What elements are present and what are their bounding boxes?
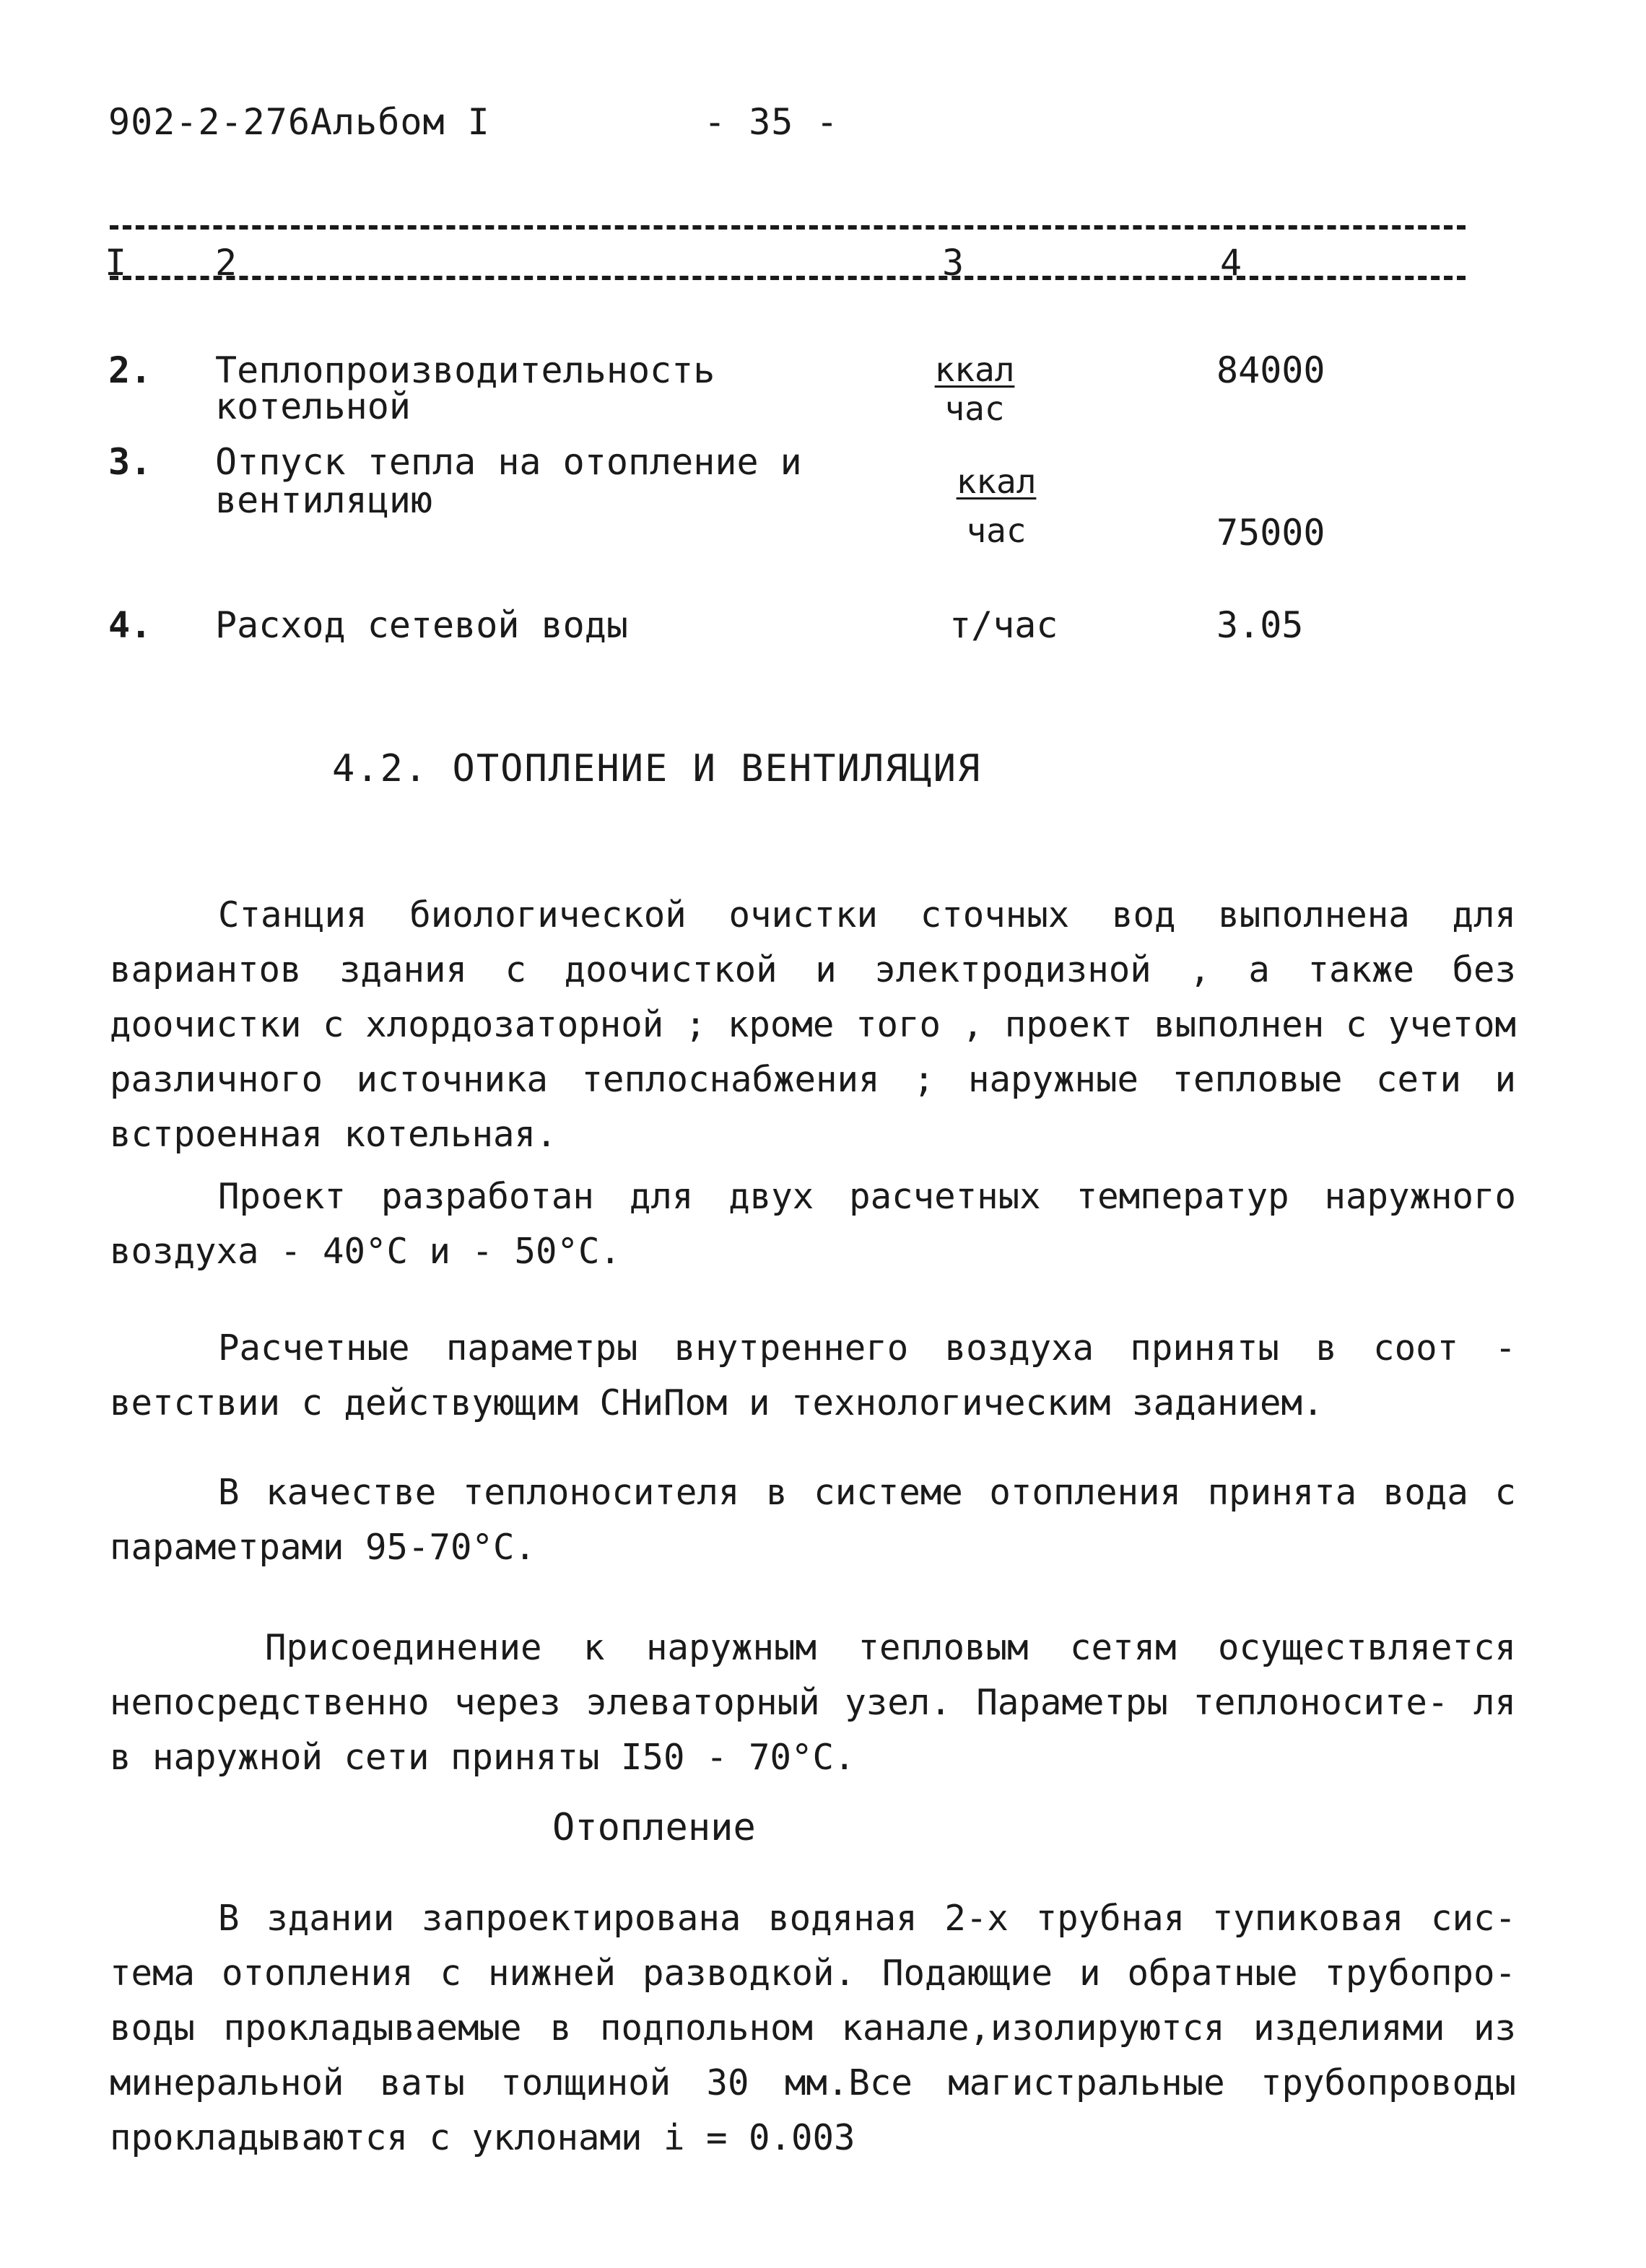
row-description-line-2: вентиляцию [215, 479, 433, 521]
row-description-line-1: Теплопроизводительность [215, 349, 715, 391]
paragraph [110, 1321, 1516, 1431]
paragraph-text: В здании запроектирована водяная 2-х трубная тупиковая сис- тема отопления с нижней разводкой. Подающие и обратные трубопро- воды прокладываемые в подпольном канале,изолируются изделиями из минеральной ваты толщиной 30 мм.Все магистральные трубопроводы прокладываются с уклонами i = 0.003 [110, 1898, 1516, 2158]
row-value: 75000 [1216, 512, 1325, 554]
paragraph-text: Станция биологической очистки сточных вод выполнена для вариантов здания с доочисткой и электродизной , а также без доочистки с хлордозаторной ; кроме того , проект выполнен с учетом различного источника теплоснабжения ; наружные тепловые сети и встроенная котельная. [110, 894, 1516, 1155]
paragraph [110, 1465, 1516, 1575]
paragraph [110, 1621, 1516, 1785]
row-description-line-2: котельной [215, 385, 411, 427]
column-3-header: 3 [942, 242, 964, 284]
column-2-header: 2 [215, 242, 238, 284]
paragraph-text: Проект разработан для двух расчетных температур наружного воздуха - 40°С и - 50°С. [110, 1176, 1516, 1272]
column-4-header: 4 [1220, 242, 1242, 284]
subheading: Отопление [552, 1806, 756, 1849]
section-title: 4.2. ОТОПЛЕНИЕ И ВЕНТИЛЯЦИЯ [332, 747, 982, 790]
document-code: 902-2-276 [108, 101, 310, 143]
unit-numerator: ккал [956, 462, 1037, 501]
unit-denominator: час [944, 389, 1005, 428]
row-unit [928, 350, 1022, 428]
unit-numerator: ккал [934, 350, 1015, 389]
paragraph-text: В качестве теплоносителя в системе отопления принята вода с параметрами 95-70°С. [110, 1472, 1516, 1568]
row-number: 4. [108, 604, 152, 646]
column-1-header: I [105, 242, 127, 284]
row-value: 3.05 [1216, 604, 1304, 646]
paragraph [110, 888, 1516, 1162]
page-number: - 35 - [704, 101, 839, 143]
album-label: Альбом I [310, 101, 490, 143]
row-value: 84000 [1216, 349, 1325, 391]
paragraph-text: Присоединение к наружным тепловым сетям осуществляется непосредственно через элеваторный узел. Параметры теплоносите- ля в наружной сети приняты I50 - 70°С. [110, 1627, 1516, 1778]
table-header-rule [110, 276, 1466, 280]
row-number: 3. [108, 441, 152, 483]
row-description-line-1: Отпуск тепла на отопление и [215, 441, 802, 483]
paragraph [110, 1891, 1516, 2165]
row-unit: т/час [949, 604, 1058, 646]
table-top-rule [110, 225, 1466, 230]
row-description-line-1: Расход сетевой воды [215, 604, 628, 646]
paragraph-text: Расчетные параметры внутреннего воздуха приняты в соот - ветствии с действующим СНиПом и технологическим заданием. [110, 1327, 1516, 1423]
row-number: 2. [108, 349, 152, 391]
row-unit [946, 462, 1047, 550]
paragraph [110, 1169, 1516, 1279]
unit-denominator: час [966, 511, 1027, 550]
